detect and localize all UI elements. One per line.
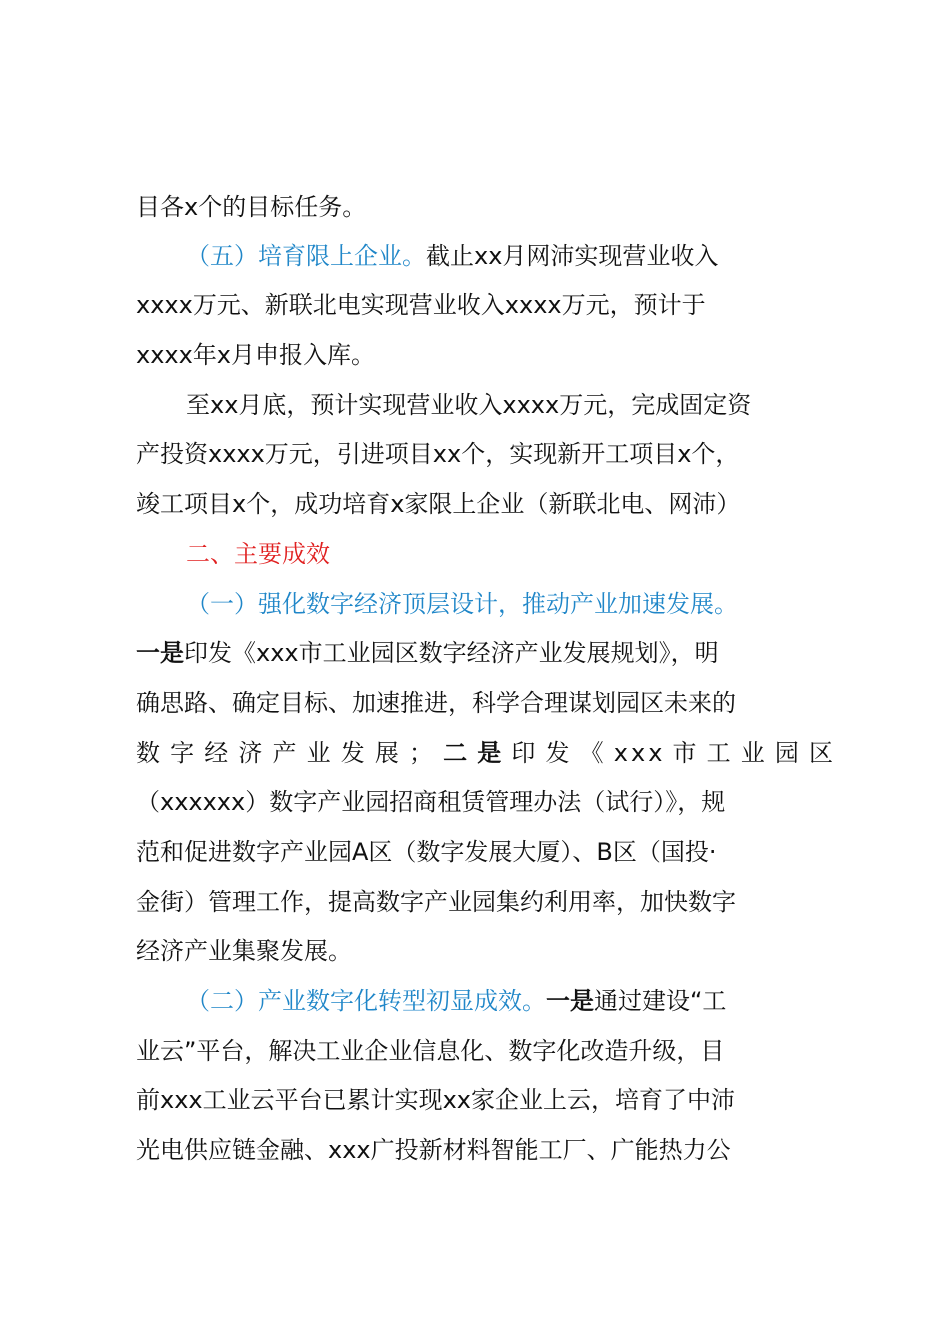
paragraph-line xyxy=(136,1130,836,1170)
paragraph-line xyxy=(136,1031,836,1071)
paragraph-line xyxy=(186,584,836,624)
section-heading-1: （一）强化数字经济顶层设计，推动产业加速发展。 xyxy=(186,590,738,618)
chapter-heading: 二、主要成效 xyxy=(186,540,330,568)
text-run: 印发《xxx市工业园区 xyxy=(511,739,836,767)
text-run: （xxxxxx）数字产业园招商租赁管理办法（试行）》，规 xyxy=(136,788,726,816)
section-heading-2: （二）产业数字化转型初显成效。 xyxy=(186,987,546,1015)
text-run: 确思路、确定目标、加速推进，科学合理谋划园区未来的 xyxy=(136,689,736,717)
paragraph-line xyxy=(136,1080,836,1120)
text-run: xxxx万元、新联北电实现营业收入xxxx万元，预计于 xyxy=(136,291,706,319)
text-run: 经济产业集聚发展。 xyxy=(136,937,352,965)
bold-marker: 一是 xyxy=(546,987,594,1015)
bold-marker: 一是 xyxy=(136,639,184,667)
text-run: 业云”平台，解决工业企业信息化、数字化改造升级，目 xyxy=(136,1037,725,1065)
paragraph-line xyxy=(136,832,836,872)
text-run: xxxx年x月申报入库。 xyxy=(136,341,376,369)
paragraph-line xyxy=(136,931,836,971)
text-run: 印发《xxx市工业园区数字经济产业发展规划》，明 xyxy=(184,639,719,667)
text-run: 前xxx工业云平台已累计实现xx家企业上云，培育了中沛 xyxy=(136,1086,736,1114)
paragraph-line xyxy=(136,335,836,375)
text-run: 通过建设“工 xyxy=(594,987,727,1015)
paragraph-line xyxy=(186,981,836,1021)
paragraph-line xyxy=(136,187,836,227)
text-run: 截止xx月网沛实现营业收入 xyxy=(426,242,719,270)
bold-marker: 二是 xyxy=(436,739,512,767)
paragraph-line xyxy=(136,434,836,474)
paragraph-line xyxy=(136,484,836,524)
text-run: 光电供应链金融、xxx广投新材料智能工厂、广能热力公 xyxy=(136,1136,731,1164)
text-run: 数字经济产业发展； xyxy=(136,739,437,767)
text-run: 产投资xxxx万元，引进项目xx个，实现新开工项目x个， xyxy=(136,440,740,468)
paragraph-line xyxy=(136,882,836,922)
paragraph-line xyxy=(136,285,836,325)
text-run: 目各x个的目标任务。 xyxy=(136,193,367,221)
paragraph-line xyxy=(186,385,836,425)
paragraph-line xyxy=(136,633,836,673)
text-run: 金街）管理工作，提高数字产业园集约利用率，加快数字 xyxy=(136,888,736,916)
paragraph-line xyxy=(136,782,836,822)
section-heading-5: （五）培育限上企业。 xyxy=(186,242,426,270)
paragraph-line xyxy=(186,236,836,276)
text-run: 至xx月底，预计实现营业收入xxxx万元，完成固定资 xyxy=(186,391,752,419)
text-run: 范和促进数字产业园A区（数字发展大厦）、B区（国投· xyxy=(136,838,717,866)
paragraph-line xyxy=(136,683,836,723)
paragraph-line xyxy=(136,733,836,773)
paragraph-line xyxy=(186,534,836,574)
text-run: 竣工项目x个，成功培育x家限上企业（新联北电、网沛） xyxy=(136,490,741,518)
